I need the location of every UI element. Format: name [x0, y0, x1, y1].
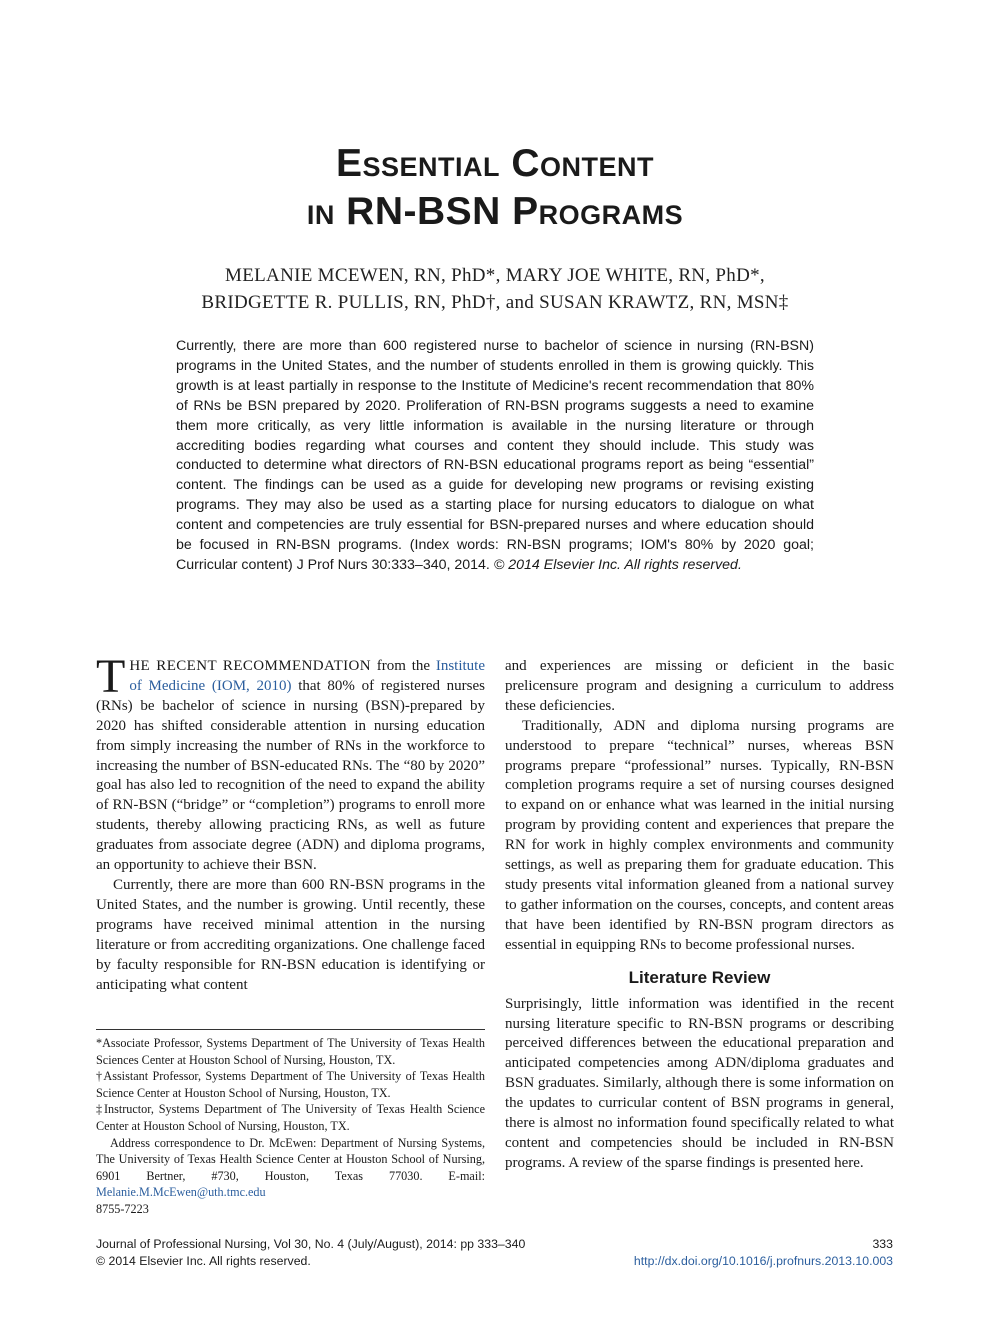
abstract	[176, 337, 814, 576]
iom-citation-link[interactable]: Institute of Medicine (IOM, 2010)	[129, 658, 486, 694]
footnote-2: †Assistant Professor, Systems Department of The University of Texas Health Science Center at Houston School of Nursing, Houston, TX.	[96, 1069, 485, 1100]
lead-in-small-caps: HE RECENT RECOMMENDATION	[129, 658, 372, 674]
issn: 8755-7223	[96, 1201, 149, 1216]
title-line-2: in RN-BSN Programs	[306, 190, 684, 233]
footnote-divider	[96, 1029, 485, 1030]
intro-pre: from the	[371, 658, 436, 674]
correspondence-address	[96, 1135, 485, 1201]
article-title	[0, 140, 990, 236]
authors-line-1: MELANIE MCEWEN, RN, PhD*, MARY JOE WHITE, RN, PhD*,	[225, 265, 765, 286]
drop-cap: T	[96, 650, 126, 703]
paragraph-3: Traditionally, ADN and diploma nursing programs are understood to prepare “technical” nurses, whereas BSN programs prepare “professional” nurses. Typically, RN-BSN completion programs require a set of nursing courses designed to expand on or enhance what was learned in the initial nursing program by providing content and experiences that prepare the RN for work in highly complex environments and community settings, as well as preparing them for graduate education. This study presents vital information gleaned from a national survey to gather information on the courses, concepts, and content areas that have been identified by RN-BSN program directors as essential in equipping RNs to become professional nurses.	[505, 717, 894, 953]
email-link[interactable]: Melanie.M.McEwen@uth.tmc.edu	[96, 1185, 266, 1200]
footnote-3: ‡Instructor, Systems Department of The University of Texas Health Science Center at Houston School of Nursing, Houston, TX.	[96, 1102, 485, 1133]
footer-right	[634, 1236, 893, 1270]
intro-rest: that 80% of registered nurses (RNs) be bachelor of science in nursing (BSN)-prepared by 2020 has shifted considerable attention in nursing education from simply increasing the number of RNs in the workforce to increasing the number of BSN-educated RNs. The “80 by 2020” goal has also led to recognition of the need to expand the ability of RN-BSN (“bridge” or “completion”) programs to enroll more students, thereby allowing practicing RNs, as well as future graduates from associate degree (ADN) and diploma programs, an opportunity to achieve their BSN.	[96, 677, 486, 874]
page-number: 333	[872, 1237, 893, 1251]
author-list	[0, 262, 990, 316]
section-heading-literature-review: Literature Review	[628, 967, 771, 987]
title-line-1: Essential Content	[335, 142, 654, 185]
address-text: Address correspondence to Dr. McEwen: Department of Nursing Systems, The University of Texas Health Science Center at Houston School of Nursing, 6901 Bertner, #730, Houston, Texas 77030. E-mail:	[96, 1135, 485, 1183]
footnotes	[96, 1035, 485, 1218]
body-column-left	[96, 650, 486, 995]
footnote-1: *Associate Professor, Systems Department of The University of Texas Health Sciences Center at Houston School of Nursing, Houston, TX.	[96, 1036, 485, 1067]
authors-line-2: BRIDGETTE R. PULLIS, RN, PhD†, and SUSAN KRAWTZ, RN, MSN‡	[201, 292, 789, 313]
paragraph-2-continued: and experiences are missing or deficient in the basic prelicensure program and designing a curriculum to address these deficiencies.	[505, 658, 894, 714]
paragraph-4: Surprisingly, little information was identified in the recent nursing literature specific to RN-BSN programs or describing perceived differences between the educational preparation and anticipated competencies among ADN/diploma graduates and BSN graduates. Similarly, although there is some information on the updates to curricular content of BSN programs in general, there is almost no information found specifically related to what content and competencies should be included in RN-BSN programs. A review of the sparse findings is presented here.	[505, 995, 894, 1171]
abstract-text: Currently, there are more than 600 registered nurse to bachelor of science in nursing (RN-BSN) programs in the United States, and the number of students enrolled in them is growing quickly. This growth is at least partially in response to the Institute of Medicine's recent recommendation that 80% of RNs be BSN prepared by 2020. Proliferation of RN-BSN programs suggests a need to examine them more critically, as very little information is available in the nursing literature or through accrediting bodies regarding what courses and content they should include. This study was conducted to determine what directors of RN-BSN educational programs report as being “essential” content. The findings can be used as a guide for developing new programs or revising existing programs. They may also be used as a starting place for nursing educators to dialogue on what content and competencies are truly essential for BSN-prepared nurses and where education should be focused in RN-BSN programs. (Index words: RN-BSN programs; IOM's 80% by 2020 goal; Curricular content) J Prof Nurs 30:333–340, 2014.	[176, 338, 814, 573]
footer-left	[96, 1236, 525, 1270]
journal-citation: Journal of Professional Nursing, Vol 30, No. 4 (July/August), 2014: pp 333–340	[96, 1237, 526, 1251]
footer-copyright: © 2014 Elsevier Inc. All rights reserved.	[96, 1254, 311, 1268]
abstract-copyright: © 2014 Elsevier Inc. All rights reserved.	[493, 556, 742, 573]
doi-link[interactable]: http://dx.doi.org/10.1016/j.profnurs.2013.10.003	[633, 1254, 893, 1268]
paragraph-intro	[96, 650, 486, 876]
body-column-right	[505, 657, 894, 1174]
paragraph-2: Currently, there are more than 600 RN-BSN programs in the United States, and the number is growing. Until recently, these programs have received minimal attention in the nursing literature or from accrediting organizations. One challenge faced by faculty responsible for RN-BSN education is identifying or anticipating what content	[96, 876, 485, 993]
